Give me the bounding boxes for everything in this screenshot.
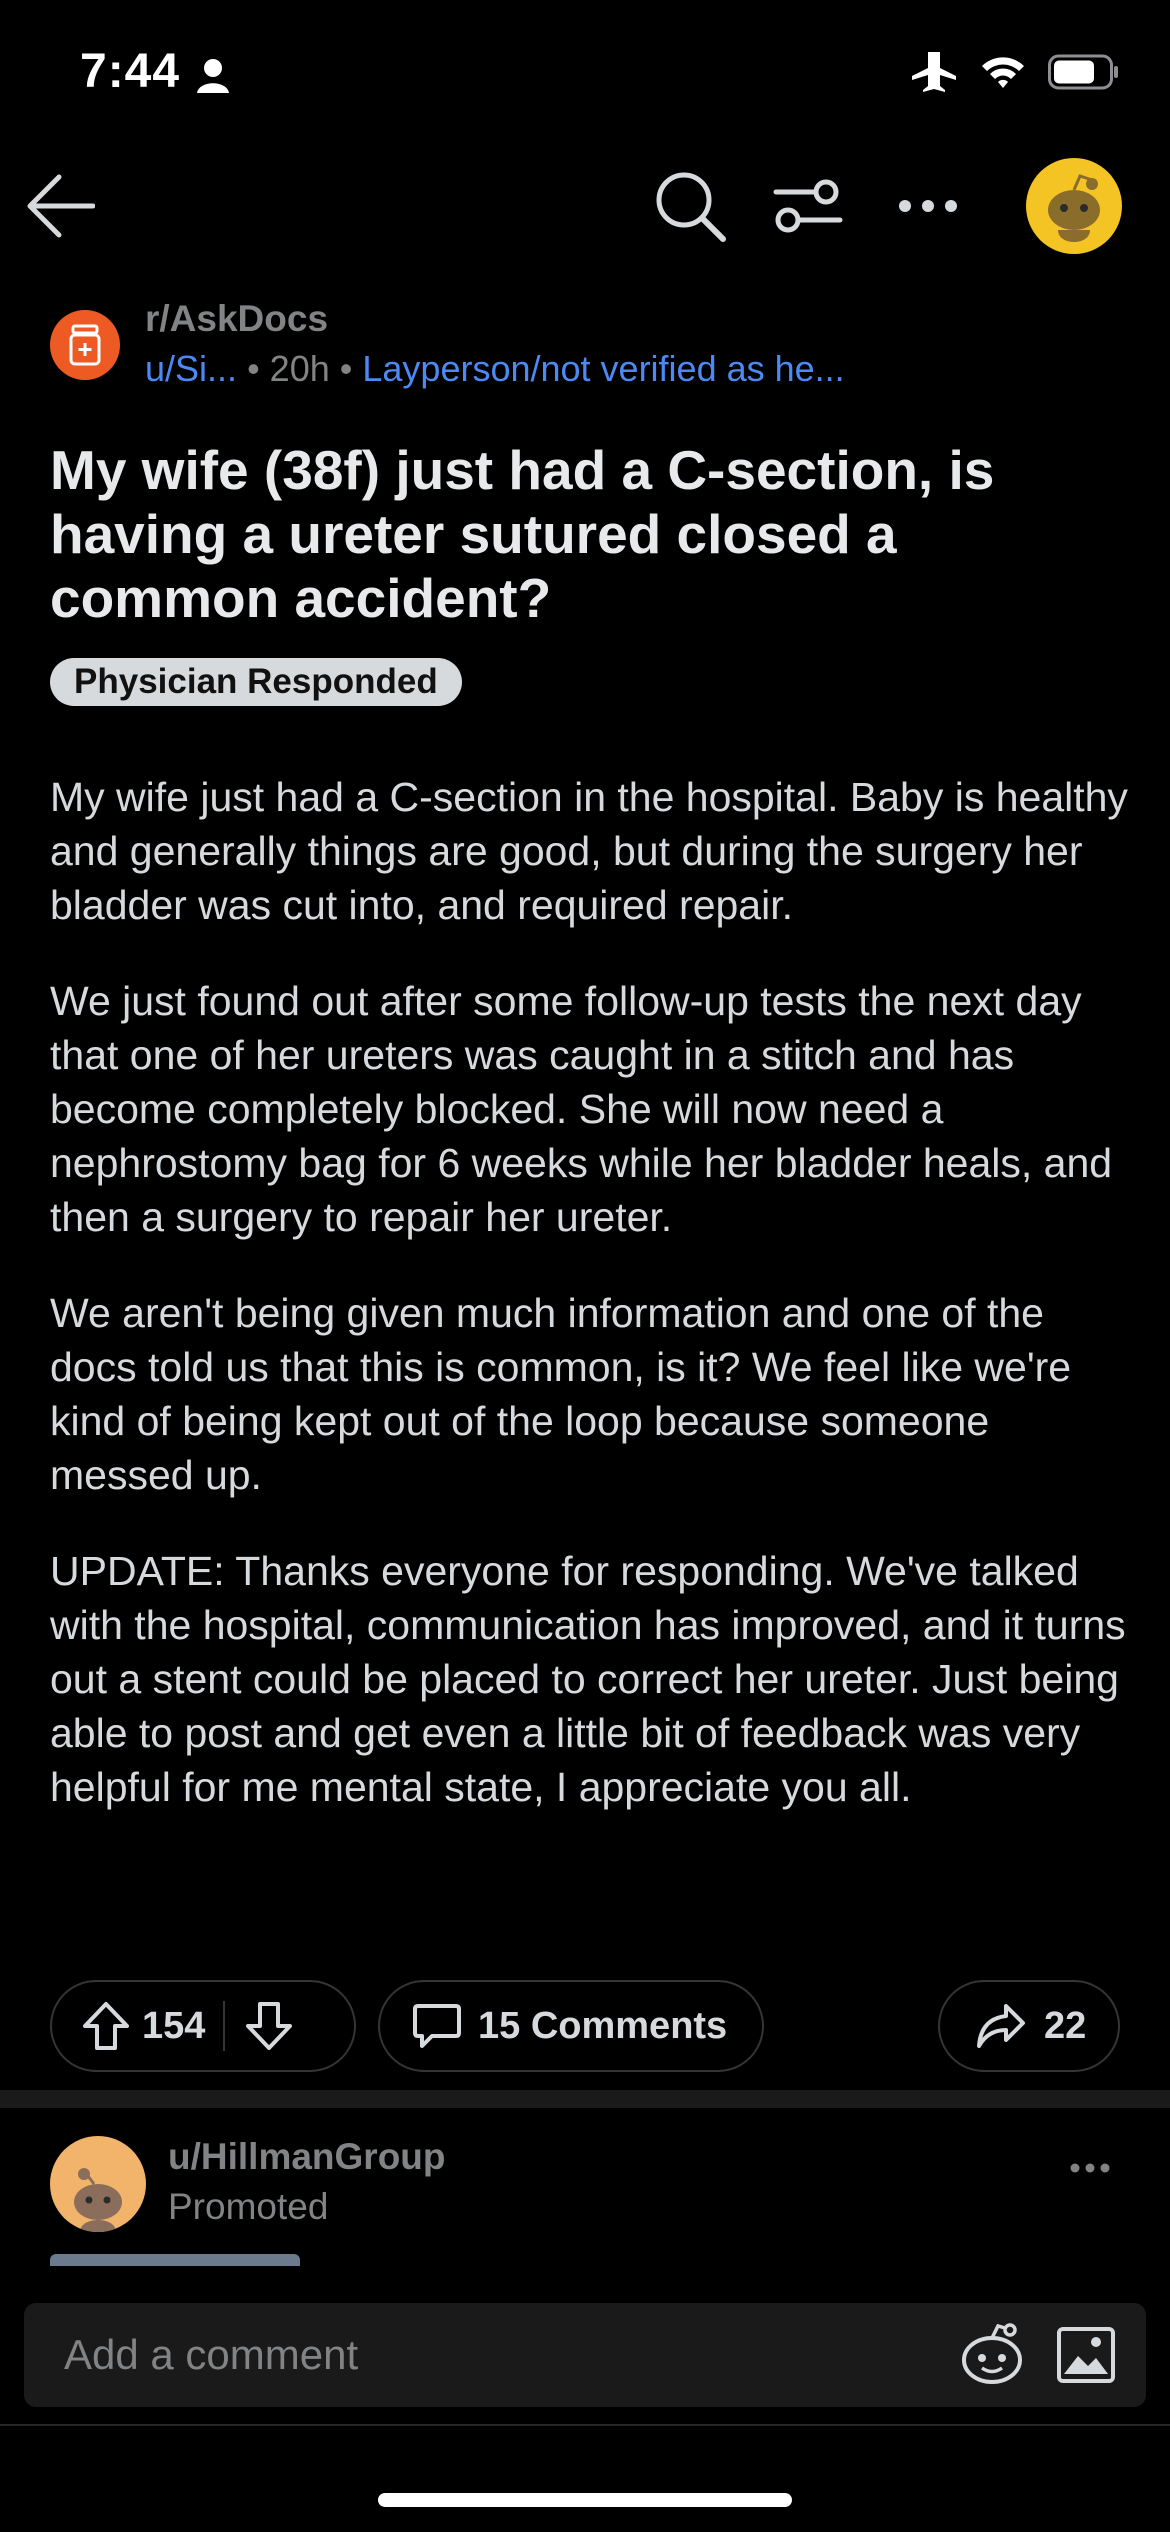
section-divider [0,2090,1170,2108]
post-title: My wife (38f) just had a C-section, is having a ureter sutured closed a common accident? [50,439,995,629]
vote-count: 154 [142,2004,206,2047]
emoji-button[interactable] [958,2322,1030,2388]
promoted-username[interactable]: u/HillmanGroup [168,2136,446,2177]
snoo-avatar-icon [58,2152,138,2232]
post-body [50,770,1130,1856]
subreddit-icon[interactable] [50,310,120,380]
subreddit-name[interactable]: r/AskDocs [145,298,329,339]
meta-separator: • [247,348,270,389]
vote-divider [223,2001,225,2051]
comment-input[interactable]: Add a comment [64,2331,359,2378]
post-paragraph: My wife just had a C-section in the hospital. Baby is healthy and generally things are good, but during the surgery her bladder was cut into, and required repair. [50,774,1128,928]
promoted-more-button[interactable] [1070,2160,1110,2178]
post-paragraph: We just found out after some follow-up tests the next day that one of her ureters was caught in a stitch and has become completely blocked. She will now need a nephrostomy bag for 6 weeks while her bladder heals, and then a surgery to repair her ureter. [50,978,1113,1240]
author-flair: Layperson/not verified as he... [362,348,845,389]
back-arrow-icon [25,173,95,239]
vote-bar [50,1980,356,2072]
comment-bar-border [0,2424,1170,2426]
status-time: 7:44 [80,45,181,98]
back-button[interactable] [24,170,96,242]
post-author[interactable]: u/Si... [145,348,238,389]
promoted-label: Promoted [168,2186,329,2227]
downvote-arrow-icon [245,2001,293,2051]
post-age: 20h [269,348,330,389]
home-indicator[interactable] [378,2493,792,2507]
comments-label: 15 Comments [478,2004,728,2047]
image-icon [1056,2326,1116,2384]
search-icon [653,169,727,243]
pill-bottle-icon [68,324,102,366]
upvote-arrow-icon [82,2001,130,2051]
post-meta [145,348,845,390]
promoted-avatar[interactable] [50,2136,146,2232]
downvote-button[interactable] [245,2001,293,2051]
user-avatar[interactable] [1026,158,1122,254]
more-icon [898,199,958,213]
more-icon [1070,2163,1110,2173]
comment-bubble-icon [412,2001,462,2051]
share-count: 22 [1044,2004,1087,2047]
filter-button[interactable] [768,170,848,242]
status-icons [910,50,1120,99]
airplane-icon [910,50,958,99]
post-flair-badge[interactable]: Physician Responded [50,658,462,706]
share-button[interactable] [938,1980,1120,2072]
wifi-icon [980,54,1026,95]
share-arrow-icon [976,2003,1026,2049]
snoo-avatar-icon [1034,166,1114,246]
comment-input-bar[interactable] [24,2303,1146,2407]
snoo-emoji-icon [958,2322,1030,2388]
comments-button[interactable] [378,1980,764,2072]
promoted-image-thumbnail[interactable] [50,2254,300,2266]
upvote-button[interactable] [82,2001,130,2051]
post-paragraph: We aren't being given much information and one of the docs told us that this is common, is it? We feel like we're kind of being kept out of the loop because someone messed up. [50,1290,1072,1498]
image-attach-button[interactable] [1056,2326,1116,2384]
more-options-button[interactable] [888,180,968,232]
person-icon [196,58,230,99]
search-button[interactable] [650,166,730,246]
meta-separator: • [339,348,363,389]
filter-icon [772,176,844,236]
battery-icon [1048,54,1120,95]
post-paragraph: UPDATE: Thanks everyone for responding. We've talked with the hospital, communication has improved, and it turns out a stent could be placed to correct her ureter. Just being able to post and get even a little bit of feedback was very helpful for me mental state, I appreciate you all. [50,1548,1126,1810]
